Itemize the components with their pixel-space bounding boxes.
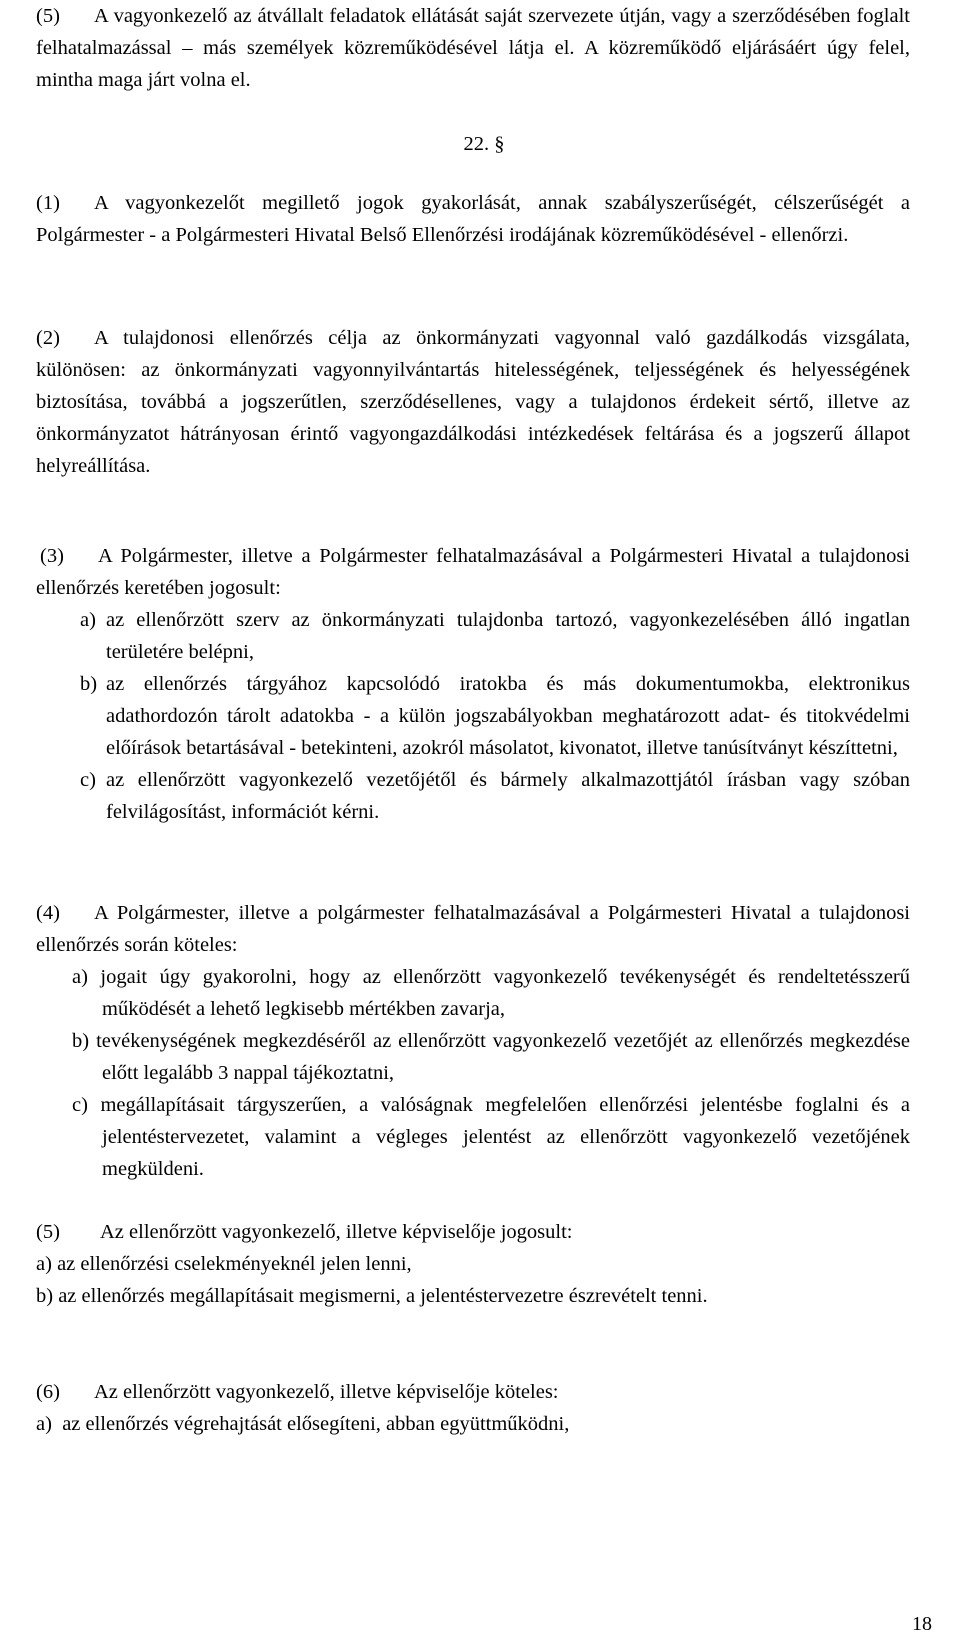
paragraph-text: Az ellenőrzött vagyonkezelő, illetve képviselője jogosult: xyxy=(100,1221,573,1243)
list-item-label: c) xyxy=(80,769,96,791)
list-item-text: jogait úgy gyakorolni, hogy az ellenőrzött vagyonkezelő tevékenységét és rendeltetésszerű működését a lehető legkisebb mértékben zavarja, xyxy=(100,966,910,1020)
paragraph-text: A tulajdonosi ellenőrzés célja az önkormányzati vagyonnal való gazdálkodás vizsgálata, különösen: az önkormányzati vagyonnyilvántartás hitelességének, teljességének és helyességének biztosítása, továbbá a jogszerűtlen, szerződésellenes, vagy a tulajdonos érdekeit sértő, illetve az önkormányzatot hátrányosan érintő vagyongazdálkodási intézkedések feltárása és a jogszerű állapot helyreállítása. xyxy=(36,327,910,477)
list-item-label: b) xyxy=(72,1030,90,1052)
list-item xyxy=(36,1089,910,1185)
paragraph-intro xyxy=(36,1376,910,1408)
section-title: 22. § xyxy=(463,133,505,155)
list-item-text: tevékenységének megkezdéséről az ellenőrzött vagyonkezelő vezetőjét az ellenőrzés megkezdése előtt legalább 3 nappal tájékoztatni, xyxy=(96,1030,910,1084)
list-item-label: a) xyxy=(72,966,88,988)
paragraph-number: (5) xyxy=(36,5,60,27)
list-item-label: b) xyxy=(80,673,98,695)
list-item-label: a) xyxy=(36,1253,52,1275)
list-item-label: c) xyxy=(72,1094,88,1116)
paragraph-intro xyxy=(36,1216,910,1248)
list-item xyxy=(36,1408,910,1440)
paragraph-number: (4) xyxy=(36,902,60,924)
paragraph-text: A vagyonkezelő az átvállalt feladatok ellátását saját szervezete útján, vagy a szerződésében foglalt felhatalmazással – más személyek közreműködésével látja el. A közreműködő eljárásáért úgy felel, mintha maga járt volna el. xyxy=(36,5,910,91)
list-item-text: az ellenőrzött szerv az önkormányzati tulajdonba tartozó, vagyonkezelésében álló ingatlan területére belépni, xyxy=(106,609,910,663)
list-item xyxy=(36,1280,910,1312)
list-item-label: b) xyxy=(36,1285,54,1307)
paragraph-number: (1) xyxy=(36,192,60,214)
paragraph-text: A vagyonkezelőt megillető jogok gyakorlását, annak szabályszerűségét, célszerűségét a Polgármester - a Polgármesteri Hivatal Belső Ellenőrzési irodájának közreműködésével - ellenőrzi. xyxy=(36,192,910,246)
list-item-text: megállapításait tárgyszerűen, a valóságnak megfelelően ellenőrzési jelentésbe foglalni és a jelentéstervezetet, valamint a végleges jelentést az ellenőrzött vagyonkezelő vezetőjének megküldeni. xyxy=(100,1094,911,1180)
list-item xyxy=(36,1025,910,1089)
paragraph-text: A Polgármester, illetve a polgármester felhatalmazásával a Polgármesteri Hivatal a tulajdonosi ellenőrzés során köteles: xyxy=(36,902,910,956)
list-item-label: a) xyxy=(36,1413,52,1435)
list-item-text: az ellenőrzött vagyonkezelő vezetőjétől és bármely alkalmazottjától írásban vagy szóban felvilágosítást, információt kérni. xyxy=(106,769,910,823)
paragraph-number: (2) xyxy=(36,327,60,349)
list-item-text: az ellenőrzés végrehajtását elősegíteni, abban együttműködni, xyxy=(62,1413,570,1435)
paragraph-text: Az ellenőrzött vagyonkezelő, illetve képviselője köteles: xyxy=(94,1381,559,1403)
paragraph-number: (6) xyxy=(36,1381,60,1403)
paragraph-intro xyxy=(36,897,910,961)
paragraph-number: (5) xyxy=(36,1221,60,1243)
list-item-label: a) xyxy=(80,609,96,631)
paragraph-1 xyxy=(36,187,910,251)
paragraph-6 xyxy=(36,1376,910,1440)
list-item xyxy=(36,1248,910,1280)
paragraph-intro xyxy=(36,540,910,604)
page-number: 18 xyxy=(912,1613,932,1635)
paragraph-5 xyxy=(36,1216,910,1312)
list-item-text: az ellenőrzés tárgyához kapcsolódó iratokba és más dokumentumokba, elektronikus adathordozón tárolt adatokba - a külön jogszabályokban meghatározott adat- és titokvédelmi előírások betartásával - betekinteni, azokról másolatot, kivonatot, illetve tanúsítványt készíttetni, xyxy=(106,673,910,759)
paragraph-number: (3) xyxy=(40,545,64,567)
list-item xyxy=(36,668,910,764)
paragraph-3 xyxy=(36,540,910,828)
list-item xyxy=(36,764,910,828)
list-item-text: az ellenőrzési cselekményeknél jelen lenni, xyxy=(57,1253,412,1275)
paragraph-text: A Polgármester, illetve a Polgármester felhatalmazásával a Polgármesteri Hivatal a tulajdonosi ellenőrzés keretében jogosult: xyxy=(36,545,910,599)
list-item-text: az ellenőrzés megállapításait megismerni, a jelentéstervezetre észrevételt tenni. xyxy=(58,1285,708,1307)
list-item xyxy=(36,961,910,1025)
list-item xyxy=(36,604,910,668)
paragraph-5-previous xyxy=(36,0,910,96)
paragraph-4 xyxy=(36,897,910,1185)
paragraph-2 xyxy=(36,322,910,482)
